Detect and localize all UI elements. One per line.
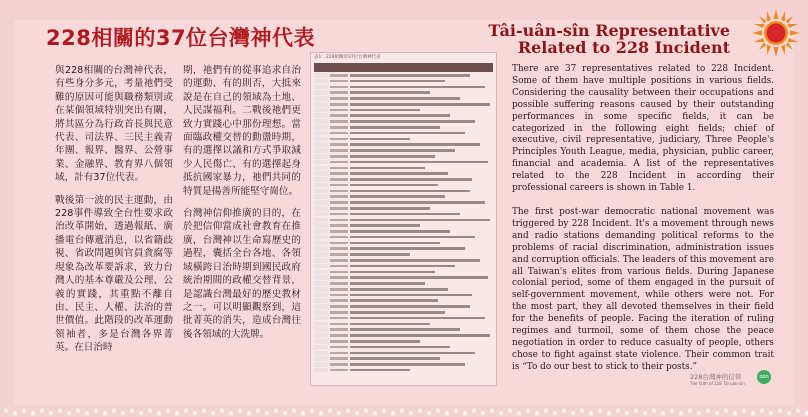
decoration-dot [13, 411, 17, 415]
decoration-dot [445, 411, 449, 415]
decoration-dot [544, 409, 548, 413]
footer-badge-icon: oon [757, 370, 771, 384]
decoration-dot [499, 411, 503, 415]
table-row [314, 148, 493, 153]
table-row [314, 310, 493, 315]
chinese-paragraph: 戰後第一波的民主運動，由228事件導致全台性要求政治改革開始，透過報紙、廣播電台傳遞消息，以省籍歧視、省政問題與官員貪腐等現象為改革要訴求，致力台灣人的基本尊嚴及公理、公義的實踐，其重點不離自由、民主、人權、法治的普世價值。此階段的改革運動領袖者，多是台灣各界菁英。在日治時 [55, 194, 173, 354]
table-row [314, 137, 493, 142]
table-row [314, 287, 493, 292]
english-title-line2: Related to 228 Incident [517, 38, 730, 57]
table-row [314, 345, 493, 350]
decoration-dot [427, 411, 431, 415]
decoration-dot [247, 411, 251, 415]
table-row [314, 102, 493, 107]
table-row [314, 194, 493, 199]
decoration-dot [751, 411, 755, 415]
table-row [314, 108, 493, 113]
table-row [314, 270, 493, 275]
table-row [314, 316, 493, 321]
decoration-dot [418, 409, 422, 413]
table-row [314, 281, 493, 286]
decoration-dot [184, 409, 188, 413]
english-paragraph: The first post-war democratic national movement was triggered by 228 Incident. It's a movement through news and radio stations demanding political reforms to the problems of racial discrimination, administration issues and corruption officials. The leaders of this movement are all Taiwan's elites from various fields. During Japanese colonial period, some of them engaged in the pursuit of self-government movement, while others were not. For the most part, they all devoted themselves in their field for the benefits of people. Facing the iteration of ruling regimes and turmoil, some of them chose the peace negotiation in order to reduce casualty of people, others chose to fight against state violence. Their common trait is “To do our best to stick to their posts.” [512, 206, 774, 372]
table-row [314, 166, 493, 171]
table-row [314, 160, 493, 165]
decoration-dot [400, 409, 404, 413]
decoration-dot [778, 409, 782, 413]
decoration-dot [409, 411, 413, 415]
decoration-dot [310, 409, 314, 413]
chinese-text-column-2 [183, 64, 301, 350]
decoration-dot [616, 409, 620, 413]
decoration-dot [139, 411, 143, 415]
decoration-dot [328, 409, 332, 413]
decoration-dot [553, 411, 557, 415]
decoration-dot [436, 409, 440, 413]
decoration-dot [742, 409, 746, 413]
decoration-dot [562, 409, 566, 413]
decoration-dot [355, 411, 359, 415]
decoration-dot [40, 409, 44, 413]
table-row [314, 235, 493, 240]
decoration-dot [625, 411, 629, 415]
decoration-dot [148, 409, 152, 413]
table-row [314, 131, 493, 136]
decoration-dot [697, 411, 701, 415]
decoration-dot [490, 409, 494, 413]
decoration-dot [193, 411, 197, 415]
decoration-dot [607, 411, 611, 415]
decoration-dot [319, 411, 323, 415]
table-row [314, 200, 493, 205]
table-row [314, 264, 493, 269]
table-row [314, 171, 493, 176]
table-row [314, 119, 493, 124]
table-row [314, 183, 493, 188]
english-title [488, 22, 730, 56]
decoration-dot [481, 411, 485, 415]
decoration-dot [373, 411, 377, 415]
table-row [314, 356, 493, 361]
representatives-table [310, 52, 497, 386]
chinese-paragraph: 與228相關的台灣神代表，有些身分多元，考量祂們受難的原因可能與職務類別或在某個領域特別突出有關，將其區分為行政首長與民意代表、司法界、三民主義青年團、報界、醫界、公營事業、金融界、教育界八個領域，計有37位代表。 [55, 65, 173, 184]
footer-chinese: 228台灣神的信仰 [690, 373, 742, 381]
dot-border-decoration [0, 403, 808, 417]
table-row [314, 246, 493, 251]
table-row [314, 212, 493, 217]
table-row [314, 85, 493, 90]
decoration-dot [130, 409, 134, 413]
table-row [314, 154, 493, 159]
decoration-dot [517, 411, 521, 415]
decoration-dot [67, 411, 71, 415]
chinese-title: 228相關的37位台灣神代表 [46, 26, 316, 50]
decoration-dot [337, 411, 341, 415]
decoration-dot [472, 409, 476, 413]
english-paragraph: There are 37 representatives related to 228 Incident. Some of them have multiple positions in various fields. Considering the causality between their occupations and possible suffering reasons caused by their outstanding performances in some specific fields, it can be categorized in the following eight fields; chief of executive, civil representative, judiciary, Three People's Principles Youth League, media, physician, public career, financial and academia. A list of the representatives related to the 228 Incident in according their professional careers is shown in Table 1. [512, 64, 774, 194]
table-row [314, 275, 493, 280]
table-row [314, 223, 493, 228]
decoration-dot [391, 411, 395, 415]
decoration-dot [571, 411, 575, 415]
decoration-dot [85, 411, 89, 415]
table-row [314, 218, 493, 223]
decoration-dot [31, 411, 35, 415]
table-row [314, 241, 493, 246]
table-row [314, 79, 493, 84]
chinese-text-column-1 [55, 64, 173, 364]
table-row [314, 125, 493, 130]
table-row [314, 113, 493, 118]
decoration-dot [22, 409, 26, 413]
decoration-dot [760, 409, 764, 413]
table-row [314, 206, 493, 211]
table-row [314, 229, 493, 234]
table-row [314, 189, 493, 194]
table-row [314, 322, 493, 327]
decoration-dot [58, 409, 62, 413]
table-row [314, 298, 493, 303]
decoration-dot [94, 409, 98, 413]
decoration-dot [589, 411, 593, 415]
decoration-dot [256, 409, 260, 413]
decoration-dot [283, 411, 287, 415]
decoration-dot [121, 411, 125, 415]
footer-english: The faith of 228 Tâi-uân-sîn [690, 381, 745, 386]
decoration-dot [652, 409, 656, 413]
table-row [314, 252, 493, 257]
decoration-dot [508, 409, 512, 413]
decoration-dot [733, 411, 737, 415]
decoration-dot [346, 409, 350, 413]
table-row [314, 96, 493, 101]
decoration-dot [265, 411, 269, 415]
table-row [314, 368, 493, 373]
table-row [314, 73, 493, 78]
decoration-dot [382, 409, 386, 413]
decoration-dot [535, 411, 539, 415]
table-row [314, 258, 493, 263]
decoration-dot [643, 411, 647, 415]
decoration-dot [706, 409, 710, 413]
decoration-dot [634, 409, 638, 413]
decoration-dot [661, 411, 665, 415]
chinese-paragraph: 期，祂們有的從事追求自治的運動、有的則否，大抵來說是在自己的領域為土地、人民謀福利。二戰後祂們更致力實踐心中那份理想。當面臨政權交替的動盪時期，有的選擇以議和方式爭取減少人民傷亡、有的選擇起身抵抗國家暴力，祂們共同的特質是揚善所能堅守崗位。 [183, 65, 301, 197]
decoration-dot [688, 409, 692, 413]
table-row [314, 362, 493, 367]
table-row [314, 90, 493, 95]
decoration-dot [292, 409, 296, 413]
sun-emblem-icon [751, 8, 801, 58]
decoration-dot [274, 409, 278, 413]
table-row [314, 293, 493, 298]
decoration-dot [4, 409, 8, 413]
decoration-dot [526, 409, 530, 413]
decoration-dot [670, 409, 674, 413]
decoration-dot [724, 409, 728, 413]
table-header [314, 63, 493, 72]
decoration-dot [175, 411, 179, 415]
decoration-dot [103, 411, 107, 415]
english-text-column [512, 64, 774, 386]
decoration-dot [238, 409, 242, 413]
decoration-dot [202, 409, 206, 413]
table-row [314, 351, 493, 356]
table-row [314, 177, 493, 182]
decoration-dot [679, 411, 683, 415]
decoration-dot [157, 411, 161, 415]
decoration-dot [301, 411, 305, 415]
decoration-dot [463, 411, 467, 415]
table-caption: 表1：228相關的37位台灣神代表 [314, 55, 381, 60]
table-row [314, 304, 493, 309]
table-body [314, 63, 493, 374]
decoration-dot [220, 409, 224, 413]
table-row [314, 327, 493, 332]
english-title-line1: Tâi-uân-sîn Representative [488, 21, 730, 40]
decoration-dot [112, 409, 116, 413]
decoration-dot [454, 409, 458, 413]
table-row [314, 333, 493, 338]
decoration-dot [229, 411, 233, 415]
decoration-dot [787, 411, 791, 415]
decoration-dot [580, 409, 584, 413]
decoration-dot [76, 409, 80, 413]
footer-label [690, 372, 750, 386]
decoration-dot [796, 409, 800, 413]
table-row [314, 339, 493, 344]
decoration-dot [166, 409, 170, 413]
decoration-dot [715, 411, 719, 415]
decoration-dot [769, 411, 773, 415]
chinese-paragraph: 台灣神信仰推廣的目的，在於把信仰當成社會教育在推廣，台灣神以生命寫歷史的過程，囊括全台各地、各領域橫跨日治時期到國民政府統治期間的政權交替背景，是認識台灣最好的歷史教材之一。可以明顯觀察到，這批菁英的消失，造成台灣往後各領域的大洗牌。 [183, 208, 301, 340]
decoration-dot [211, 411, 215, 415]
decoration-dot [598, 409, 602, 413]
decoration-dot [364, 409, 368, 413]
decoration-dot [49, 411, 53, 415]
table-row [314, 142, 493, 147]
